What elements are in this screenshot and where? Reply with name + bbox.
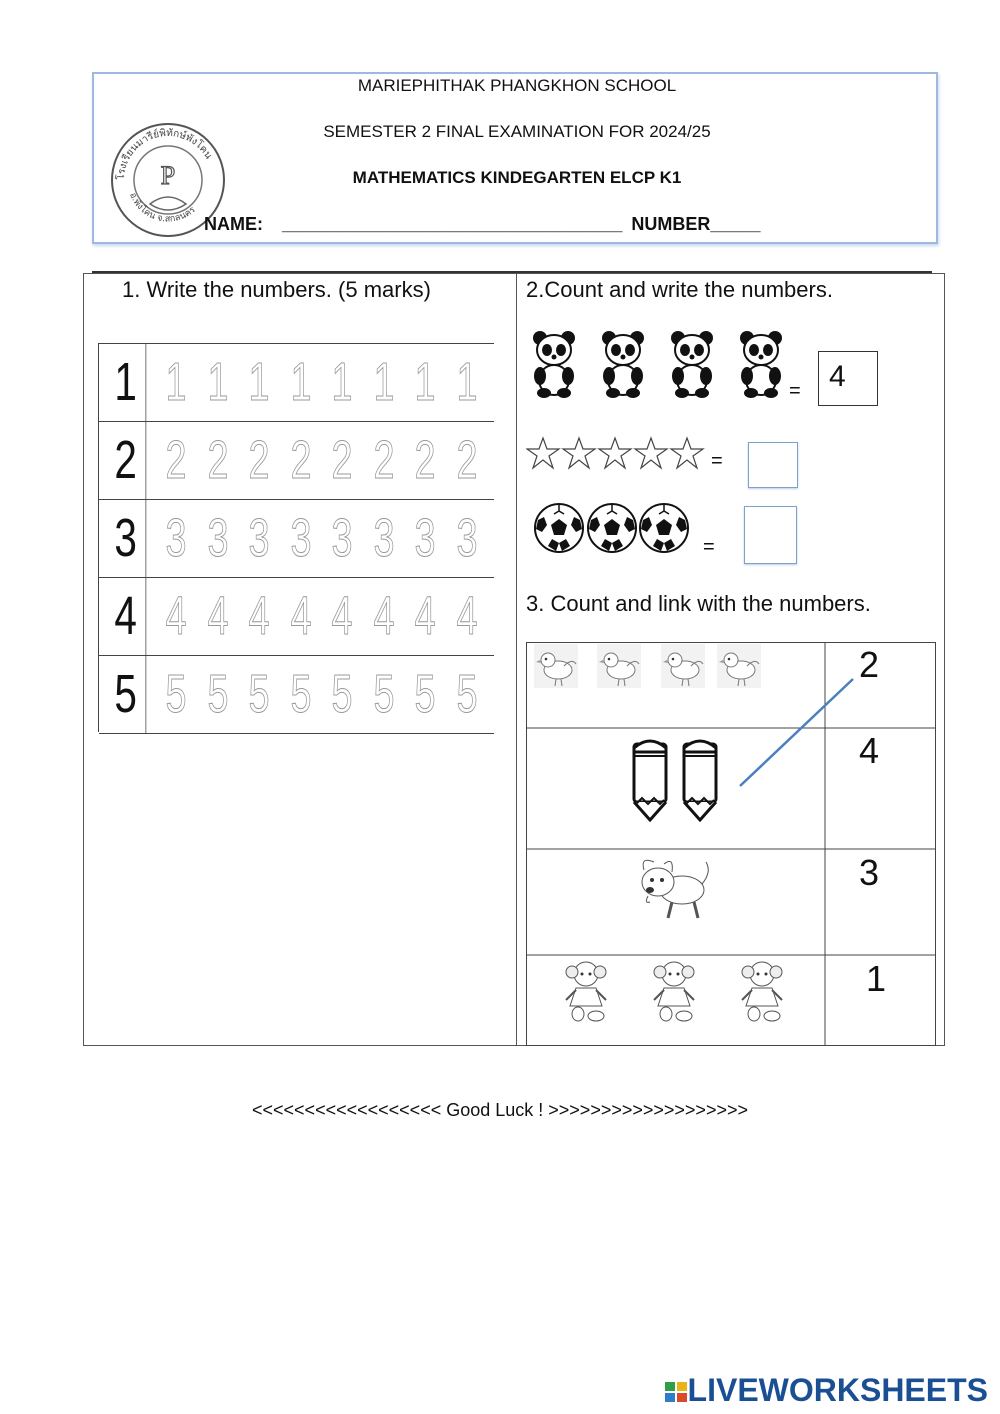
trace-digit-dotted[interactable]: 2 bbox=[456, 430, 478, 490]
trace-digit-model: 2 bbox=[106, 422, 147, 499]
trace-digit-dotted[interactable]: 5 bbox=[414, 664, 436, 724]
svg-text:อ.พังโคน จ.สกลนคร: อ.พังโคน จ.สกลนคร bbox=[127, 191, 198, 225]
trace-row-5 bbox=[99, 656, 494, 734]
trace-digit-dotted[interactable]: 1 bbox=[165, 352, 187, 412]
trace-digit-dotted[interactable]: 5 bbox=[165, 664, 187, 724]
trace-digit-model: 1 bbox=[106, 344, 147, 421]
trace-digit-dotted[interactable]: 4 bbox=[248, 586, 270, 646]
equals-sign: = bbox=[789, 380, 801, 402]
answer-box-balls[interactable] bbox=[744, 506, 797, 564]
trace-digit-dotted[interactable]: 4 bbox=[456, 586, 478, 646]
trace-digit-dotted[interactable]: 3 bbox=[165, 508, 187, 568]
trace-digit-dotted[interactable]: 5 bbox=[456, 664, 478, 724]
trace-digit-dotted[interactable]: 1 bbox=[207, 352, 229, 412]
equals-sign: = bbox=[711, 450, 723, 472]
column-divider bbox=[516, 273, 517, 1046]
trace-row-3 bbox=[99, 500, 494, 578]
trace-digit-dotted[interactable]: 3 bbox=[373, 508, 395, 568]
trace-digit-dotted[interactable]: 4 bbox=[373, 586, 395, 646]
trace-digit-dotted[interactable]: 1 bbox=[331, 352, 353, 412]
trace-digit-dotted[interactable]: 3 bbox=[290, 508, 312, 568]
trace-digit-dotted[interactable]: 2 bbox=[290, 430, 312, 490]
trace-digit-dotted[interactable]: 5 bbox=[373, 664, 395, 724]
trace-digit-dotted[interactable]: 5 bbox=[207, 664, 229, 724]
trace-row-1 bbox=[99, 344, 494, 422]
trace-digit-dotted[interactable]: 3 bbox=[414, 508, 436, 568]
trace-digit-dotted[interactable]: 1 bbox=[290, 352, 312, 412]
trace-digit-dotted[interactable]: 2 bbox=[165, 430, 187, 490]
school-name: MARIEPHITHAK PHANGKHON SCHOOL bbox=[357, 76, 677, 95]
number-field[interactable]: NUMBER_____ bbox=[631, 214, 761, 234]
name-label: NAME: bbox=[204, 214, 263, 234]
link-number-2[interactable]: 4 bbox=[859, 730, 880, 771]
trace-digit-model: 4 bbox=[106, 578, 147, 655]
trace-digit-dotted[interactable]: 2 bbox=[414, 430, 436, 490]
trace-digit-dotted[interactable]: 2 bbox=[248, 430, 270, 490]
liveworksheets-logo bbox=[664, 1372, 988, 1409]
trace-digit-model: 5 bbox=[106, 656, 147, 733]
trace-digit-dotted[interactable]: 4 bbox=[165, 586, 187, 646]
subject-title: MATHEMATICS KINDEGARTEN ELCP K1 bbox=[352, 168, 682, 187]
trace-digit-dotted[interactable]: 3 bbox=[456, 508, 478, 568]
trace-digit-dotted[interactable]: 5 bbox=[331, 664, 353, 724]
trace-digit-dotted[interactable]: 2 bbox=[331, 430, 353, 490]
answer-box-pandas[interactable] bbox=[818, 351, 878, 406]
answer-box-stars[interactable] bbox=[748, 442, 798, 488]
trace-digit-dotted[interactable]: 4 bbox=[290, 586, 312, 646]
trace-row-2 bbox=[99, 422, 494, 500]
star-icon-group bbox=[526, 436, 708, 472]
equals-sign: = bbox=[703, 536, 715, 558]
trace-digit-model: 3 bbox=[106, 500, 147, 577]
link-line[interactable] bbox=[526, 642, 936, 1046]
liveworksheets-logo-icon bbox=[664, 1380, 688, 1404]
q3-title: 3. Count and link with the numbers. bbox=[526, 591, 871, 616]
trace-digit-dotted[interactable]: 2 bbox=[207, 430, 229, 490]
panda-icon-group bbox=[528, 330, 790, 400]
name-row bbox=[204, 214, 760, 235]
exam-header bbox=[92, 72, 938, 244]
soccer-ball-icon-group bbox=[534, 502, 690, 554]
trace-digit-dotted[interactable]: 2 bbox=[373, 430, 395, 490]
answer-value: 4 bbox=[829, 360, 846, 393]
trace-digit-dotted[interactable]: 5 bbox=[290, 664, 312, 724]
trace-digit-dotted[interactable]: 4 bbox=[331, 586, 353, 646]
link-number-4[interactable]: 1 bbox=[866, 958, 887, 999]
name-field[interactable]: __________________________________ bbox=[282, 214, 623, 234]
svg-text:โรงเรียนมารีย์พิทักษ์พังโคน: โรงเรียนมารีย์พิทักษ์พังโคน bbox=[115, 127, 214, 181]
trace-digit-dotted[interactable]: 3 bbox=[331, 508, 353, 568]
trace-digit-dotted[interactable]: 3 bbox=[207, 508, 229, 568]
trace-row-4 bbox=[99, 578, 494, 656]
q1-title: 1. Write the numbers. (5 marks) bbox=[122, 277, 431, 302]
trace-digit-dotted[interactable]: 1 bbox=[414, 352, 436, 412]
trace-digit-dotted[interactable]: 5 bbox=[248, 664, 270, 724]
tracing-table bbox=[98, 343, 494, 732]
liveworksheets-wordmark: LIVEWORKSHEETS bbox=[687, 1372, 988, 1408]
link-number-1[interactable]: 2 bbox=[859, 644, 880, 685]
trace-digit-dotted[interactable]: 4 bbox=[207, 586, 229, 646]
good-luck-footer: <<<<<<<<<<<<<<<<<< Good Luck ! >>>>>>>>>>>>>>>>>>> bbox=[252, 1100, 748, 1120]
link-table bbox=[526, 642, 936, 1046]
trace-digit-dotted[interactable]: 3 bbox=[248, 508, 270, 568]
q2-title: 2.Count and write the numbers. bbox=[526, 277, 833, 302]
trace-digit-dotted[interactable]: 1 bbox=[248, 352, 270, 412]
trace-digit-dotted[interactable]: 1 bbox=[373, 352, 395, 412]
trace-digit-dotted[interactable]: 4 bbox=[414, 586, 436, 646]
link-number-3[interactable]: 3 bbox=[859, 852, 880, 893]
exam-title: SEMESTER 2 FINAL EXAMINATION FOR 2024/25 bbox=[323, 122, 711, 141]
trace-digit-dotted[interactable]: 1 bbox=[456, 352, 478, 412]
svg-text:P: P bbox=[160, 161, 176, 190]
